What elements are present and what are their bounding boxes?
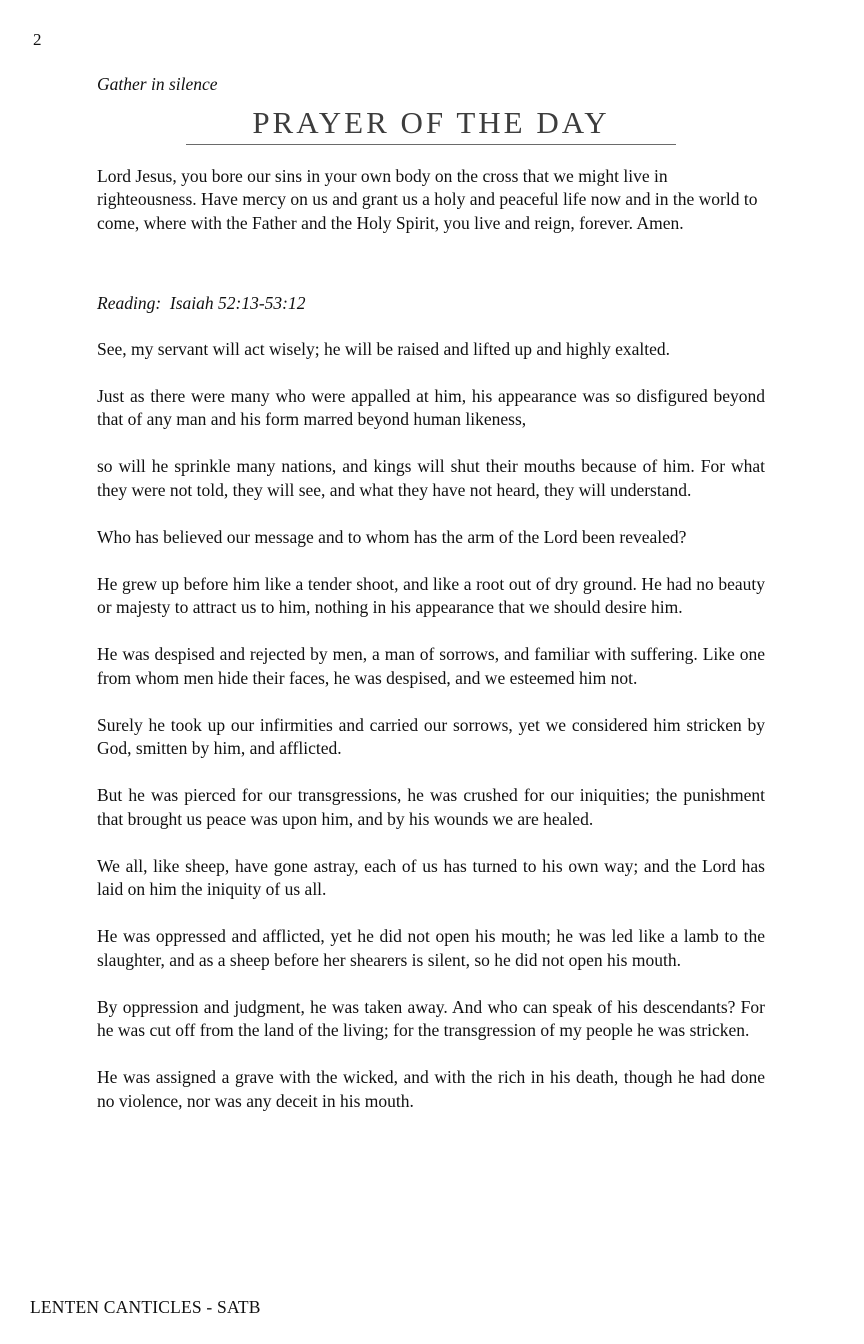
reading-paragraph: He was despised and rejected by men, a man of sorrows, and familiar with suffering. Like one from whom men hide their faces, he was despised, and we esteemed him not. — [97, 644, 765, 688]
reading-paragraph: But he was pierced for our transgressions, he was crushed for our iniquities; the punishment that brought us peace was upon him, and by his wounds we are healed. — [97, 785, 765, 829]
reading-paragraph: He was oppressed and afflicted, yet he did not open his mouth; he was led like a lamb to the slaughter, and as a sheep before her shearers is silent, so he did not open his mouth. — [97, 926, 765, 970]
reading-paragraph: He was assigned a grave with the wicked, and with the rich in his death, though he had done no violence, nor was any deceit in his mouth. — [97, 1067, 765, 1111]
reading-paragraph: He grew up before him like a tender shoot, and like a root out of dry ground. He had no beauty or majesty to attract us to him, nothing in his appearance that we should desire him. — [97, 573, 765, 618]
reading-paragraph: Surely he took up our infirmities and carried our sorrows, yet we considered him stricken by God, smitten by him, and afflicted. — [97, 714, 765, 759]
title-container — [97, 105, 765, 145]
reading-paragraph: We all, like sheep, have gone astray, each of us has turned to his own way; and the Lord has laid on him the iniquity of us all. — [97, 855, 765, 900]
reading-paragraph: See, my servant will act wisely; he will be raised and lifted up and highly exalted. — [97, 338, 670, 359]
reading-paragraph: so will he sprinkle many nations, and kings will shut their mouths because of him. For what they were not told, they will see, and what they have not heard, they will understand. — [97, 456, 765, 500]
reading-paragraph: Who has believed our message and to whom has the arm of the Lord been revealed? — [97, 526, 687, 547]
prayer-text: Lord Jesus, you bore our sins in your own body on the cross that we might live in righteousness. Have mercy on us and grant us a holy and peaceful life now and in the world to come, where with the Father and the Holy Spirit, you live and reign, forever. Amen. — [97, 165, 758, 233]
page-number: 2 — [33, 30, 42, 49]
reading-text — [97, 338, 765, 1114]
footer-text: LENTEN CANTICLES - SATB — [30, 1297, 261, 1317]
rubric-gather-in-silence: Gather in silence — [97, 74, 218, 94]
page-title: PRAYER OF THE DAY — [186, 105, 675, 145]
reading-reference: Reading: Isaiah 52:13-53:12 — [97, 293, 306, 314]
reading-paragraph: By oppression and judgment, he was taken away. And who can speak of his descendants? For he was cut off from the land of the living; for the transgression of my people he was stricken. — [97, 996, 765, 1041]
reading-paragraph: Just as there were many who were appalled at him, his appearance was so disfigured beyond that of any man and his form marred beyond human likeness, — [97, 385, 765, 430]
